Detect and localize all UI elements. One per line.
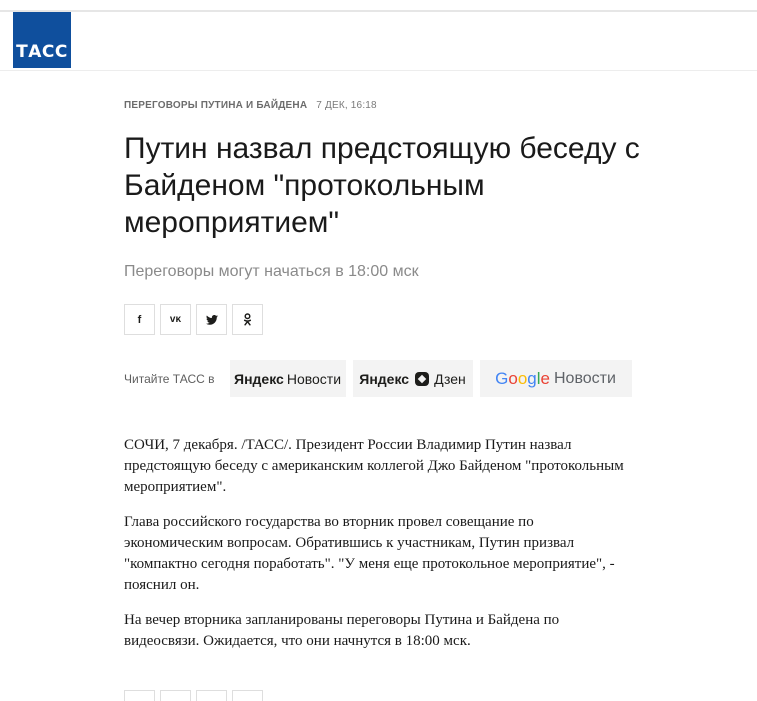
article-meta xyxy=(124,100,377,111)
google-letter: g xyxy=(527,368,537,388)
google-logo xyxy=(495,369,550,389)
read-in-label: Читайте ТАСС в xyxy=(124,371,215,386)
share-ok-button-bottom[interactable] xyxy=(232,690,263,701)
article-title: Путин назвал предстоящую беседу с Байденом "протокольным мероприятием" xyxy=(124,132,640,239)
article-body xyxy=(124,435,624,666)
article-paragraph: На вечер вторника запланированы переговоры Путина и Байдена по видеосвязи. Ожидается, что они начнутся в 18:00 мск. xyxy=(124,612,560,649)
share-twitter-button[interactable] xyxy=(196,304,227,335)
article-paragraph: Глава российского государства во вторник провел совещание по экономическим вопросам. Обратившись к участникам, Путин призвал "компактно сегодня поработать". "У меня еще протокольное мероприятие", - пояснил он. xyxy=(124,514,615,593)
google-letter: o xyxy=(508,368,518,388)
share-bar xyxy=(124,304,263,335)
yandex-dzen-button[interactable] xyxy=(353,360,473,397)
yandex-dzen-brand: Яндекс xyxy=(359,370,410,387)
share-facebook-button[interactable] xyxy=(124,304,155,335)
odnoklassniki-icon xyxy=(243,313,252,326)
article-lead: Переговоры могут начаться в 18:00 мск xyxy=(124,263,419,280)
yandex-news-service: Новости xyxy=(286,370,342,387)
tass-logo[interactable]: ТАСС xyxy=(13,12,71,68)
article-paragraph: СОЧИ, 7 декабря. /ТАСС/. Президент России Владимир Путин назвал предстоящую беседу с американским коллегой Джо Байденом "протокольным мероприятием". xyxy=(124,437,624,495)
google-news-service: Новости xyxy=(554,369,616,387)
article-rubric-link[interactable]: ПЕРЕГОВОРЫ ПУТИНА И БАЙДЕНА xyxy=(124,100,308,111)
google-letter: l xyxy=(536,368,541,388)
article-date: 7 ДЕК, 16:18 xyxy=(316,100,377,111)
read-in-row xyxy=(124,360,639,397)
share-facebook-button-bottom[interactable] xyxy=(124,690,155,701)
vk-icon: ᴠᴋ xyxy=(169,314,182,325)
google-letter: e xyxy=(540,368,550,388)
share-ok-button[interactable] xyxy=(232,304,263,335)
yandex-news-button[interactable] xyxy=(230,360,346,397)
twitter-icon xyxy=(206,315,218,325)
share-twitter-button-bottom[interactable] xyxy=(196,690,227,701)
facebook-icon: f xyxy=(137,313,142,326)
google-news-button[interactable] xyxy=(480,360,632,397)
site-header xyxy=(0,12,757,71)
google-letter: o xyxy=(517,368,528,388)
share-vk-button[interactable] xyxy=(160,304,191,335)
yandex-dzen-service: Дзен xyxy=(434,370,466,387)
dzen-icon xyxy=(415,372,429,386)
share-vk-button-bottom[interactable] xyxy=(160,690,191,701)
share-bar-bottom xyxy=(124,690,263,701)
yandex-news-brand: Яндекс xyxy=(234,370,284,387)
google-letter: G xyxy=(495,368,509,388)
